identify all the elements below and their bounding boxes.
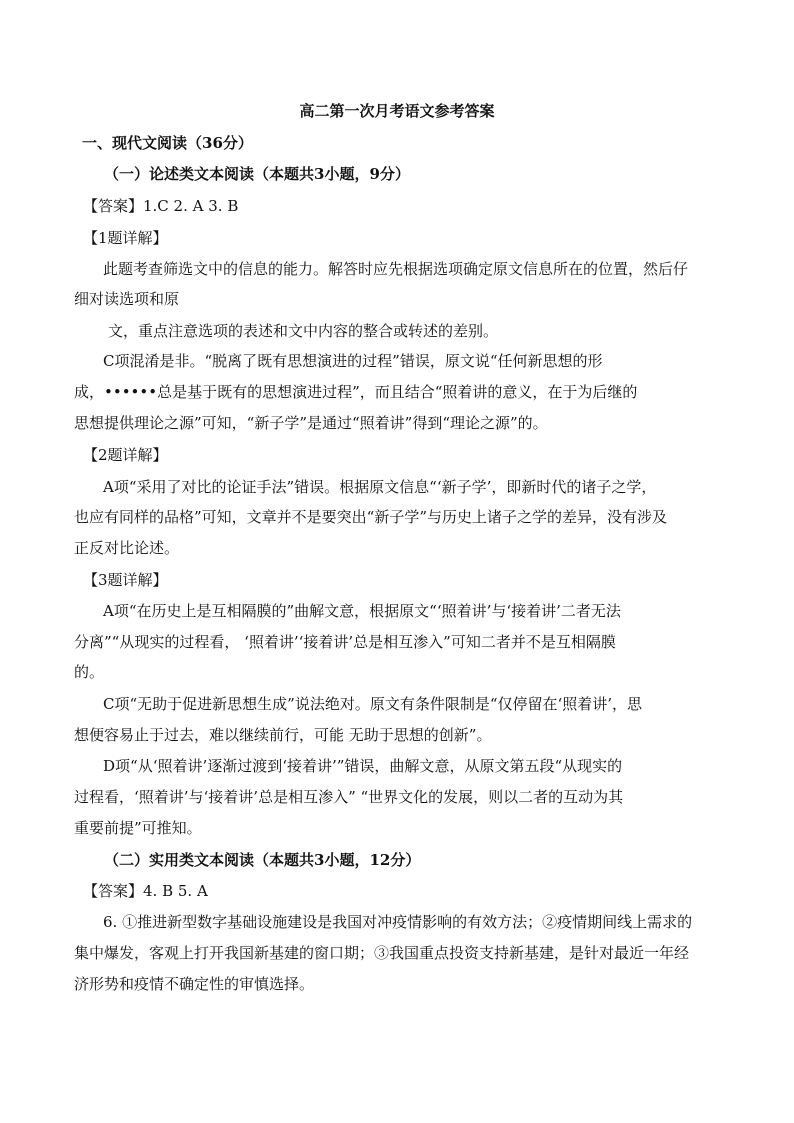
q2-line: 正反对比论述。 xyxy=(74,539,180,557)
q1-line: C项混淆是非。“脱离了既有思想演进的过程”错误，原文说“任何新思想的形 xyxy=(103,352,603,370)
q1-line: 此题考查筛选文中的信息的能力。解答时应先根据选项确定原文信息所在的位置，然后仔 xyxy=(103,260,689,278)
q1-line: 成，••••••总是基于既有的思想演进过程”，而且结合“照着讲的意义，在于为后继的 xyxy=(74,383,638,401)
q3-line: D项“从‘照着讲’逐渐过渡到‘接着讲’”错误，曲解文意，从原文第五段“从现实的 xyxy=(103,757,623,775)
q3-label: 【3题详解】 xyxy=(83,571,168,589)
q3-line: 想便容易止于过去，难以继续前行，可能 无助于思想的创新”。 xyxy=(74,726,492,744)
q6-line: 集中爆发，客观上打开我国新基建的窗口期；③我国重点投资支持新基建，是针对最近一年经 xyxy=(74,944,690,962)
q2-label: 【2题详解】 xyxy=(83,446,168,464)
q1-line: 细对读选项和原 xyxy=(74,290,180,308)
q3-line: 重要前提”可推知。 xyxy=(74,819,202,837)
part2-heading: （二）实用类文本阅读（本题共3小题，12分） xyxy=(104,851,421,869)
q3-line: C项“无助于促进新思想生成”说法绝对。原文有条件限制是“仅停留在‘照着讲’，思 xyxy=(103,695,643,713)
part2-answer: 【答案】4. B 5. A xyxy=(83,882,208,900)
q1-label: 【1题详解】 xyxy=(83,229,168,247)
q6-line: 济形势和疫情不确定性的审慎选择。 xyxy=(74,975,315,993)
q2-line: A项“采用了对比的论证手法”错误。根据原文信息“‘新子学’，即新时代的诸子之学， xyxy=(103,478,657,496)
section-heading: 一、现代文阅读（36分） xyxy=(82,134,253,152)
q1-line: 思想提供理论之源”可知，“新子学”是通过“照着讲”得到“理论之源”的。 xyxy=(74,414,548,432)
page-title: 高二第一次月考语文参考答案 xyxy=(299,102,495,120)
part1-answer: 【答案】1.C 2. A 3. B xyxy=(83,197,239,215)
part1-heading: （一）论述类文本阅读（本题共3小题，9分） xyxy=(104,165,410,183)
q2-line: 也应有同样的品格”可知，文章并不是要突出“新子学”与历史上诸子之学的差异，没有涉及 xyxy=(74,508,668,526)
q3-line: 的。 xyxy=(74,663,105,681)
q6-line: 6. ①推进新型数字基础设施建设是我国对冲疫情影响的有效方法；②疫情期间线上需求的 xyxy=(103,913,693,931)
q3-line: 过程看，‘照着讲’与‘接着讲’总是相互渗入” “世界文化的发展，则以二者的互动为其 xyxy=(74,788,624,806)
q3-line: 分离”“从现实的过程看， ‘照着讲’‘接着讲’总是相互渗入”可知二者并不是互相隔膜 xyxy=(74,633,616,651)
q1-line: 文，重点注意选项的表述和文中内容的整合或转述的差别。 xyxy=(108,322,499,340)
q3-line: A项“在历史上是互相隔膜的”曲解文意，根据原文“‘照着讲’与‘接着讲’二者无法 xyxy=(103,602,621,620)
